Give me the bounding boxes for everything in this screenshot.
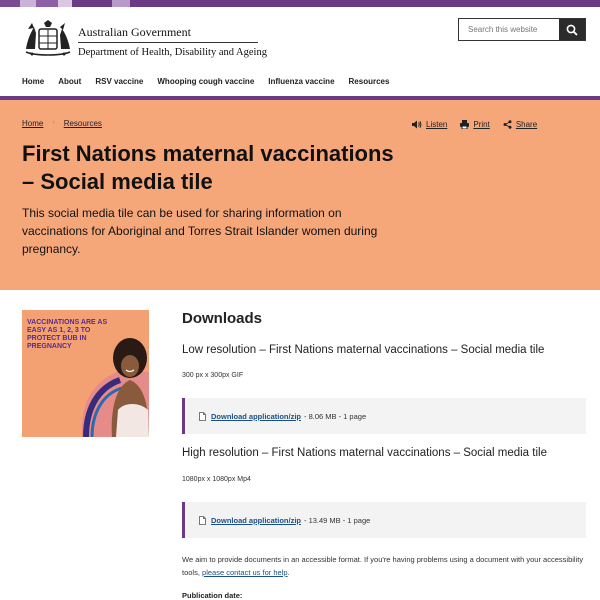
search-icon	[566, 24, 578, 36]
download-info-high-res: - 13.49 MB - 1 page	[304, 515, 371, 525]
site-logo[interactable]	[22, 19, 267, 59]
nav-item-resources[interactable]: Resources	[348, 77, 390, 86]
nav-item-rsv-vaccine[interactable]: RSV vaccine	[95, 77, 144, 86]
nav-item-home[interactable]: Home	[22, 77, 45, 86]
download-link-high-res[interactable]: Download application/zip	[211, 515, 301, 525]
nav-item-about[interactable]: About	[58, 77, 82, 86]
site-header	[0, 7, 600, 97]
contact-us-link[interactable]: please contact us for help	[202, 567, 288, 577]
speaker-icon	[412, 120, 422, 129]
print-label: Print	[473, 120, 490, 129]
print-button[interactable]	[460, 120, 489, 129]
search-box	[458, 18, 586, 41]
accessibility-note-end: .	[287, 567, 290, 577]
top-stripe	[0, 0, 600, 7]
document-icon	[199, 516, 206, 525]
downloads-heading: Downloads	[182, 310, 263, 327]
tile-caption: VACCINATIONS ARE AS EASY AS 1, 2, 3 TO PROTECT BUB IN PREGNANCY	[27, 319, 108, 350]
file-title-low-res: Low resolution – First Nations maternal vaccinations – Social media tile	[182, 344, 545, 356]
search-input[interactable]	[459, 19, 559, 40]
listen-label: Listen	[426, 120, 448, 129]
listen-button[interactable]	[412, 120, 447, 129]
download-box-high-res	[182, 502, 586, 538]
accessibility-note-text: We aim to provide documents in an accessible format. If you're having problems using a document with your accessibility tools,	[182, 555, 584, 577]
coat-of-arms-icon	[22, 19, 74, 59]
download-link-low-res[interactable]: Download application/zip	[211, 411, 301, 421]
social-media-tile-image	[22, 310, 149, 437]
share-label: Share	[515, 120, 538, 129]
department-name: Department of Health, Disability and Ageing	[78, 47, 267, 58]
share-icon	[503, 120, 512, 129]
government-name: Australian Government	[78, 25, 191, 39]
file-meta-low-res: 300 px x 300px GIF	[182, 372, 244, 379]
breadcrumb-home[interactable]: Home	[22, 119, 44, 128]
file-meta-high-res: 1080px x 1080px Mp4	[182, 476, 251, 483]
search-button[interactable]	[559, 19, 585, 40]
logo-divider	[78, 42, 258, 43]
nav-item-influenza-vaccine[interactable]: Influenza vaccine	[268, 77, 335, 86]
downloads-section	[182, 310, 586, 600]
page-title: First Nations maternal vaccinations – Social media tile	[22, 141, 394, 194]
nav-item-whooping-cough-vaccine[interactable]: Whooping cough vaccine	[157, 77, 255, 86]
document-icon	[199, 412, 206, 421]
publication-date-label: Publication date:	[182, 591, 243, 600]
breadcrumb-separator-icon: ›	[52, 119, 55, 126]
breadcrumb-resources[interactable]: Resources	[63, 119, 102, 128]
accessibility-note	[182, 554, 586, 579]
download-info-low-res: - 8.06 MB - 1 page	[304, 411, 367, 421]
breadcrumb	[22, 119, 102, 128]
printer-icon	[460, 120, 469, 129]
page-description: This social media tile can be used for sharing information on vaccinations for Aboriginal and Torres Strait Islander women during pregnancy.	[22, 206, 378, 256]
download-box-low-res	[182, 398, 586, 434]
page-hero	[0, 100, 600, 290]
file-title-high-res: High resolution – First Nations maternal vaccinations – Social media tile	[182, 447, 547, 459]
main-nav	[22, 77, 403, 86]
page-actions	[412, 120, 550, 129]
share-button[interactable]	[503, 120, 537, 129]
